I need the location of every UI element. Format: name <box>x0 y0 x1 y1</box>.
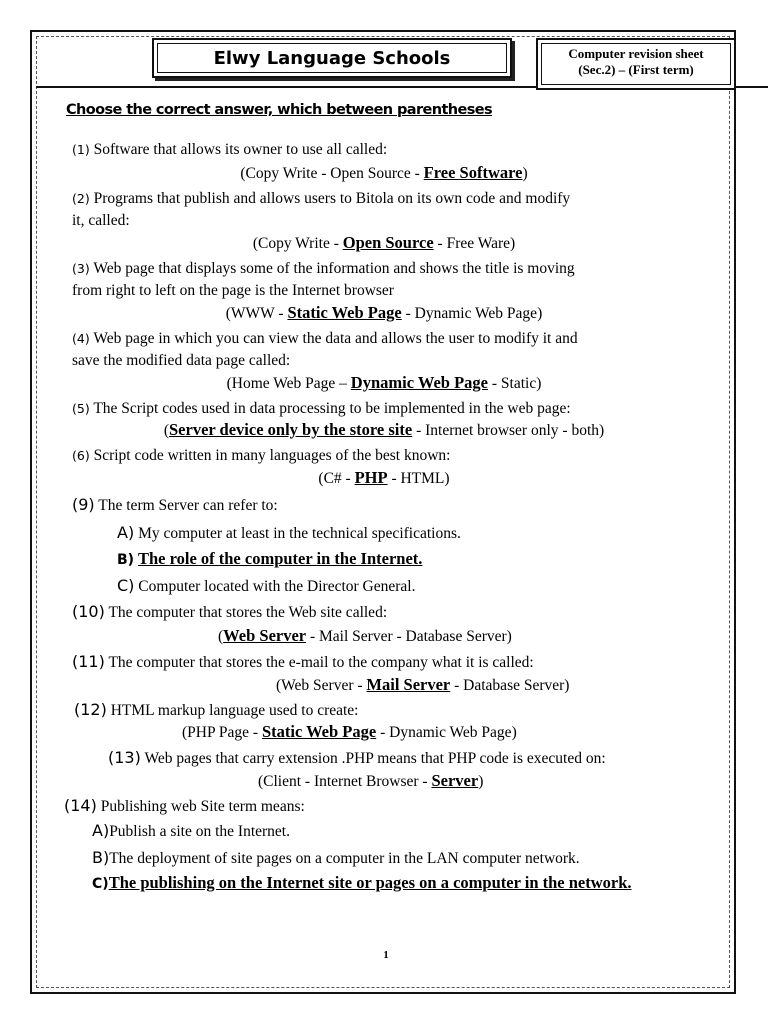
question-3: (3) Web page that displays some of the information and shows the title is moving <box>72 260 575 277</box>
answer-9: The role of the computer in the Internet. <box>137 549 423 568</box>
option-14-b: B)The deployment of site pages on a computer in the LAN computer network. <box>92 848 580 867</box>
choices-5: (Server device only by the store site - Internet browser only - both) <box>163 420 605 439</box>
question-5: (5) The Script codes used in data processing to be implemented in the web page: <box>72 400 571 417</box>
question-12: (12) HTML markup language used to create: <box>74 700 359 719</box>
question-10: (10) The computer that stores the Web site called: <box>72 602 388 621</box>
option-9-c: C) Computer located with the Director General. <box>117 576 416 595</box>
question-1: (1) Software that allows its owner to use all called: <box>72 141 388 158</box>
choices-1: (Copy Write - Open Source - Free Software) <box>240 163 528 182</box>
sheet-title-line2: (Sec.2) – (First term) <box>578 62 694 77</box>
question-13: (13) Web pages that carry extension .PHP means that PHP code is executed on: <box>108 748 606 767</box>
choices-4: (Home Web Page – Dynamic Web Page - Static) <box>226 373 542 392</box>
answer-11: Mail Server <box>366 675 451 694</box>
answer-10: Web Server <box>223 626 307 645</box>
question-9: (9) The term Server can refer to: <box>72 495 278 514</box>
option-14-a: A)Publish a site on the Internet. <box>92 821 290 840</box>
question-2-cont: it, called: <box>72 212 130 229</box>
answer-14: The publishing on the Internet site or pages on a computer in the network. <box>108 873 632 892</box>
choices-12: (PHP Page - Static Web Page - Dynamic Web Page) <box>182 722 517 741</box>
question-14: (14) Publishing web Site term means: <box>64 796 305 815</box>
question-3-cont: from right to left on the page is the Internet browser <box>72 282 394 299</box>
choices-6: (C# - PHP - HTML) <box>318 468 450 487</box>
question-4-cont: save the modified data page called: <box>72 352 291 369</box>
question-2: (2) Programs that publish and allows users to Bitola on its own code and modify <box>72 190 571 207</box>
choices-10: (Web Server - Mail Server - Database Server) <box>218 626 512 645</box>
school-name: Elwy Language Schools <box>213 47 451 69</box>
answer-5: Server device only by the store site <box>169 420 413 439</box>
option-9-a: A) My computer at least in the technical specifications. <box>117 523 461 542</box>
answer-13: Server <box>431 771 479 790</box>
answer-3: Static Web Page <box>287 303 402 322</box>
answer-12: Static Web Page <box>261 722 377 741</box>
answer-1: Free Software <box>423 163 523 182</box>
school-name-box <box>152 38 512 78</box>
question-6: (6) Script code written in many languages of the best known: <box>72 447 451 464</box>
answer-6: PHP <box>354 468 388 487</box>
answer-4: Dynamic Web Page <box>350 373 488 392</box>
option-14-c: C)The publishing on the Internet site or pages on a computer in the network. <box>92 873 632 892</box>
answer-2: Open Source <box>342 233 434 252</box>
choices-11: (Web Server - Mail Server - Database Server) <box>276 675 570 694</box>
sheet-title-line1: Computer revision sheet <box>568 46 704 61</box>
question-4: (4) Web page in which you can view the data and allows the user to modify it and <box>72 330 578 347</box>
choices-3: (WWW - Static Web Page - Dynamic Web Page) <box>225 303 543 322</box>
choices-13: (Client - Internet Browser - Server) <box>258 771 484 790</box>
option-9-b: B) The role of the computer in the Internet. <box>117 549 423 568</box>
page-number: 1 <box>383 949 389 961</box>
sheet-title-box <box>536 38 736 90</box>
instruction-heading: Choose the correct answer, which between parentheses <box>66 102 493 118</box>
question-11: (11) The computer that stores the e-mail to the company what it is called: <box>72 652 534 671</box>
choices-2: (Copy Write - Open Source - Free Ware) <box>252 233 516 252</box>
